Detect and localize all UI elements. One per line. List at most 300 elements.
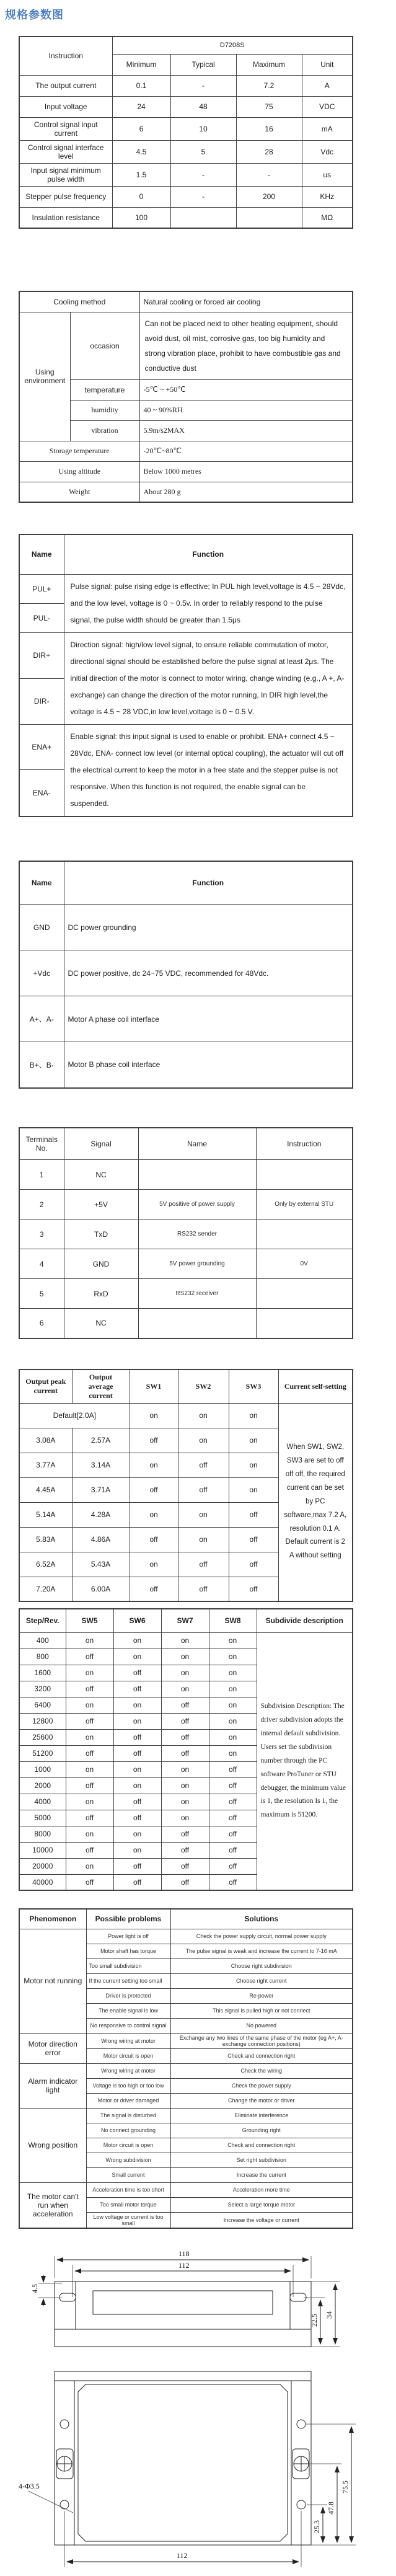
sw8-state: off — [209, 1810, 257, 1826]
spec-typ: - — [170, 75, 236, 96]
env-label: occasion — [70, 312, 139, 379]
sw8-state: on — [209, 1681, 257, 1697]
sw7-state: on — [161, 1794, 209, 1810]
sw8-state: off — [209, 1874, 257, 1890]
col-header-maximum: Maximum — [236, 54, 302, 75]
col-header-step-rev: Step/Rev. — [19, 1609, 66, 1632]
table-row — [19, 96, 353, 117]
table-row — [19, 905, 353, 950]
terminal-instruction — [256, 1309, 353, 1339]
sw1-state: on — [130, 1403, 178, 1428]
current-setting-table — [19, 1369, 353, 1603]
env-label: vibration — [70, 420, 139, 441]
table-row — [19, 482, 353, 502]
spec-label: The output current — [19, 75, 112, 96]
sw2-state: off — [178, 1552, 229, 1577]
env-value: About 280 g — [139, 482, 353, 502]
problem: Wrong wiring at motor — [86, 2033, 170, 2048]
terminal-name: RS232 sender — [138, 1219, 256, 1249]
table-row — [19, 186, 353, 207]
terminal-no: 4 — [19, 1249, 64, 1279]
table-row — [19, 2033, 353, 2048]
terminal-name: RS232 receiver — [138, 1279, 256, 1309]
sw7-state: on — [161, 1681, 209, 1697]
terminal-instruction — [256, 1160, 353, 1190]
terminal-signal: +5V — [64, 1190, 138, 1219]
solution: Exchange any two lines of the same phase of the motor (eg A+, A- exchange connection positions) — [170, 2033, 353, 2048]
front-panel — [78, 2384, 288, 2541]
solution: Choose right subdivision — [170, 1959, 353, 1973]
sw8-state: off — [209, 1761, 257, 1777]
solution: No powered — [170, 2018, 353, 2033]
sw3-state: off — [229, 1502, 278, 1527]
sw5-state: on — [66, 1858, 113, 1874]
sw3-state: on — [229, 1453, 278, 1477]
terminal-name — [138, 1160, 256, 1190]
power-function: Motor B phase coil interface — [64, 1042, 353, 1088]
sw7-state: on — [161, 1777, 209, 1794]
dim-bottom-hole-label: 25.3 — [312, 2520, 321, 2533]
sw3-state: on — [229, 1477, 278, 1502]
sw5-state: off — [66, 1745, 113, 1761]
spec-max: 7.2 — [236, 75, 302, 96]
dim-ear-offset-label: 4.5 — [30, 2283, 39, 2293]
sw6-state: off — [113, 1681, 161, 1697]
spec-typ: - — [170, 163, 236, 186]
solution: Re-power — [170, 1988, 353, 2003]
environment-group-label: Using environment — [19, 312, 70, 441]
table-row — [19, 1929, 353, 1944]
col-header-phenomenon: Phenomenon — [19, 1909, 86, 1929]
col-header-sw5: SW5 — [66, 1609, 113, 1632]
col-header-typical: Typical — [170, 54, 236, 75]
power-name: GND — [19, 905, 64, 950]
sw1-state: on — [130, 1502, 178, 1527]
sw2-state: on — [178, 1403, 229, 1428]
spec-min: 100 — [112, 207, 170, 228]
sw7-state: off — [161, 1842, 209, 1858]
step-rev: 2000 — [19, 1777, 66, 1794]
sw7-state: off — [161, 1858, 209, 1874]
terminal-signal: NC — [64, 1309, 138, 1339]
table-row — [19, 1632, 353, 1649]
problem: Motor shaft has torque — [86, 1944, 170, 1959]
col-header-unit: Unit — [302, 54, 353, 75]
step-rev: 40000 — [19, 1874, 66, 1890]
power-function: DC power positive, dc 24~75 VDC, recommended for 48Vdc. — [64, 950, 353, 996]
step-rev: 8000 — [19, 1826, 66, 1842]
table-row — [19, 2063, 353, 2078]
terminal-no: 6 — [19, 1309, 64, 1339]
sw2-state: off — [178, 1453, 229, 1477]
sw5-state: off — [66, 1810, 113, 1826]
sw3-state: on — [229, 1428, 278, 1453]
peak-current: 3.77A — [19, 1453, 72, 1477]
peak-current: 6.52A — [19, 1552, 72, 1577]
table-row — [19, 461, 353, 482]
sw8-state: on — [209, 1632, 257, 1649]
table-row — [19, 441, 353, 461]
control-signal-table — [19, 534, 353, 817]
sw6-state: on — [113, 1697, 161, 1713]
col-header-average-current: Output average current — [72, 1370, 130, 1404]
sw6-state: off — [113, 1794, 161, 1810]
page-title: 规格参数图 — [5, 9, 64, 21]
sw8-state: on — [209, 1713, 257, 1729]
spec-model: D7208S — [112, 37, 353, 54]
spec-max: - — [236, 163, 302, 186]
table-row — [19, 117, 353, 140]
step-rev: 4000 — [19, 1794, 66, 1810]
sw5-state: on — [66, 1729, 113, 1745]
spec-min: 0 — [112, 186, 170, 207]
step-rev: 5000 — [19, 1810, 66, 1826]
sw6-state: on — [113, 1632, 161, 1649]
env-value: 5.9m/s2MAX — [139, 420, 353, 441]
col-header-sw3: SW3 — [229, 1370, 278, 1404]
table-row — [19, 724, 353, 769]
terminal-signal: RxD — [64, 1279, 138, 1309]
env-label: Storage temperature — [19, 441, 139, 461]
sw5-state: on — [66, 1632, 113, 1649]
terminal-instruction — [256, 1219, 353, 1249]
spec-unit: Vdc — [302, 140, 353, 163]
table-row — [19, 1190, 353, 1219]
problem: Voltage is too high or too low — [86, 2078, 170, 2093]
env-label: Weight — [19, 482, 139, 502]
step-rev: 1600 — [19, 1665, 66, 1681]
step-rev: 800 — [19, 1649, 66, 1665]
peak-current: 5.83A — [19, 1527, 72, 1552]
step-rev: 400 — [19, 1632, 66, 1649]
avg-current: 3.71A — [72, 1477, 130, 1502]
table-row — [19, 1249, 353, 1279]
terminal-signal: NC — [64, 1160, 138, 1190]
table-row — [19, 1309, 353, 1339]
spec-label: Input voltage — [19, 96, 112, 117]
power-name: B+、B- — [19, 1042, 64, 1088]
phenomenon: The motor can't run when acceleration — [19, 2182, 86, 2228]
sw7-state: on — [161, 1632, 209, 1649]
terminal-name: 5V positive of power supply — [138, 1190, 256, 1219]
terminal-name: 5V power grounding — [138, 1249, 256, 1279]
terminal-no: 2 — [19, 1190, 64, 1219]
sw3-state: off — [229, 1577, 278, 1601]
spec-unit: KHz — [302, 186, 353, 207]
table-row — [19, 1279, 353, 1309]
avg-current: 4.86A — [72, 1527, 130, 1552]
cooling-method-value: Natural cooling or forced air cooling — [139, 291, 353, 312]
sw6-state: on — [113, 1842, 161, 1858]
mechanical-drawing — [0, 2247, 396, 2576]
sw8-state: off — [209, 1794, 257, 1810]
spec-min: 4.5 — [112, 140, 170, 163]
solution: Check and connection right — [170, 2138, 353, 2153]
signal-function: Enable signal: this input signal is used to enable or prohibit. ENA+ connect 4.5 ~ 28Vdc, ENA- connect low level (or internal optical coupling), the actuator will cut off the electrical current to keep the motor in a free state and the stepper pulse is not responsive. When this function is not required, the enable signal can be suspended. — [64, 724, 353, 817]
sw2-state: off — [178, 1577, 229, 1601]
table-row — [19, 291, 353, 312]
dim-mid-label: 47.8 — [327, 2501, 335, 2515]
col-header-name: Name — [19, 534, 64, 574]
sw7-state: off — [161, 1745, 209, 1761]
spec-typ: 10 — [170, 117, 236, 140]
spec-label: Stepper pulse frequency — [19, 186, 112, 207]
env-value: Can not be placed next to other heating equipment, should avoid dust, oil mist, corrosive gas, too big humidity and strong vibration place, prohibit to have combustible gas and conductive dust — [139, 312, 353, 379]
solution: Increase the voltage or current — [170, 2212, 353, 2228]
signal-name: ENA- — [19, 769, 64, 816]
spec-max — [236, 207, 302, 228]
table-row — [19, 75, 353, 96]
solution: Increase the current — [170, 2167, 353, 2182]
col-header-sw1: SW1 — [130, 1370, 178, 1404]
col-header-peak-current: Output peak current — [19, 1370, 72, 1404]
sw3-state: off — [229, 1552, 278, 1577]
current-default: Default[2.0A] — [19, 1403, 130, 1428]
sw7-state: on — [161, 1665, 209, 1681]
table-row — [19, 140, 353, 163]
table-row — [19, 1160, 353, 1190]
avg-current: 4.28A — [72, 1502, 130, 1527]
step-rev: 1000 — [19, 1761, 66, 1777]
env-value: -5℃ ~ +50℃ — [139, 379, 353, 400]
problem: No connect grounding — [86, 2123, 170, 2138]
sw1-state: on — [130, 1552, 178, 1577]
sw7-state: off — [161, 1729, 209, 1745]
spec-max: 200 — [236, 186, 302, 207]
table-row — [19, 2108, 353, 2123]
spec-unit: mA — [302, 117, 353, 140]
problem: Driver is protected — [86, 1988, 170, 2003]
table-row — [19, 950, 353, 996]
sw6-state: off — [113, 1810, 161, 1826]
col-header-instruction: Instruction — [256, 1128, 353, 1160]
power-name: +Vdc — [19, 950, 64, 996]
sw5-state: on — [66, 1697, 113, 1713]
table-row — [19, 207, 353, 228]
sw5-state: off — [66, 1649, 113, 1665]
mounting-hole-bottom-right — [297, 2500, 306, 2509]
col-header-sw7: SW7 — [161, 1609, 209, 1632]
sw6-state: on — [113, 1713, 161, 1729]
problem: Motor circuit is open — [86, 2048, 170, 2063]
solution: This signal is pulled high or not connect — [170, 2003, 353, 2018]
solution: Set right subdivision — [170, 2153, 353, 2167]
col-header-current-self-setting: Current self-setting — [278, 1370, 353, 1404]
signal-name: ENA+ — [19, 724, 64, 769]
spec-label: Insulation resistance — [19, 207, 112, 228]
problem: If the current setting too small — [86, 1973, 170, 1988]
sw8-state: off — [209, 1826, 257, 1842]
problem: Motor or driver damaged — [86, 2093, 170, 2108]
sw1-state: off — [130, 1527, 178, 1552]
col-header-signal: Signal — [64, 1128, 138, 1160]
spec-min: 0.1 — [112, 75, 170, 96]
problem: Acceleration time is too short — [86, 2182, 170, 2197]
col-header-function: Function — [64, 534, 353, 574]
step-rev: 3200 — [19, 1681, 66, 1697]
signal-name: PUL+ — [19, 574, 64, 603]
sw8-state: off — [209, 1842, 257, 1858]
signal-name: DIR+ — [19, 632, 64, 678]
spec-unit: MΩ — [302, 207, 353, 228]
step-rev: 51200 — [19, 1745, 66, 1761]
terminal-instruction — [256, 1279, 353, 1309]
col-header-sw6: SW6 — [113, 1609, 161, 1632]
environment-table — [19, 291, 353, 503]
col-header-terminals-no: Terminals No. — [19, 1128, 64, 1160]
dim-holes-width-label: 112 — [177, 2551, 188, 2560]
peak-current: 7.20A — [19, 1577, 72, 1601]
signal-name: DIR- — [19, 678, 64, 724]
col-header-sw8: SW8 — [209, 1609, 257, 1632]
solution: Eliminate interference — [170, 2108, 353, 2123]
sw5-state: off — [66, 1777, 113, 1794]
sw1-state: on — [130, 1453, 178, 1477]
current-self-setting-note: When SW1, SW2, SW3 are set to off off off, the required current can be set by PC software,max 7.2 A, resolution 0.1 A. Default current is 2 A without setting — [278, 1403, 353, 1601]
spec-typ: - — [170, 186, 236, 207]
spec-label: Input signal minimum pulse width — [19, 163, 112, 186]
terminal-name — [138, 1309, 256, 1339]
signal-function: Direction signal: high/low level signal, to ensure reliable commutation of motor, directional signal should be established before the pulse signal at least 2μs. The initial direction of the motor is connect to motor wiring, change winding (e.g., A +, A- exchange) can change the direction of the motor running, In DIR high level,the voltage is 4.5 ~ 28 VDC,in low level,voltage is 0 ~ 0.5 V. — [64, 632, 353, 724]
sw1-state: off — [130, 1477, 178, 1502]
col-header-subdivide-description: Subdivide description — [257, 1609, 353, 1632]
step-rev: 20000 — [19, 1858, 66, 1874]
subdivide-table — [19, 1608, 353, 1891]
power-function: DC power grounding — [64, 905, 353, 950]
hole-diameter-label: 4-Φ3.5 — [19, 2481, 40, 2490]
signal-function: Pulse signal: pulse rising edge is effective; In PUL high level,voltage is 4.5 ~ 28Vdc, and the low level, voltage is 0 ~ 0.5v. In order to reliably respond to the pulse signal, the pulse width should be greater than 1.5μs — [64, 574, 353, 632]
terminal-no: 3 — [19, 1219, 64, 1249]
sw2-state: on — [178, 1527, 229, 1552]
solution: Choose right current — [170, 1973, 353, 1988]
spec-typ — [170, 207, 236, 228]
sw5-state: off — [66, 1681, 113, 1697]
problem: No responsive to control signal — [86, 2018, 170, 2033]
avg-current: 5.43A — [72, 1552, 130, 1577]
sw8-state: on — [209, 1745, 257, 1761]
spec-min: 24 — [112, 96, 170, 117]
power-function: Motor A phase coil interface — [64, 996, 353, 1042]
sw6-state: on — [113, 1826, 161, 1842]
sw6-state: off — [113, 1874, 161, 1890]
phenomenon: Alarm indicator light — [19, 2063, 86, 2108]
mounting-hole-bottom-left — [60, 2500, 69, 2509]
problem: Wrong wiring at motor — [86, 2063, 170, 2078]
table-row — [19, 1042, 353, 1088]
spec-max: 28 — [236, 140, 302, 163]
sw6-state: off — [113, 1665, 161, 1681]
solution: Change the motor or driver — [170, 2093, 353, 2108]
mounting-hole-top-right — [297, 2420, 306, 2428]
sw8-state: on — [209, 1697, 257, 1713]
sw6-state: on — [113, 1649, 161, 1665]
env-label: temperature — [70, 379, 139, 400]
step-rev: 12800 — [19, 1713, 66, 1729]
peak-current: 3.08A — [19, 1428, 72, 1453]
phenomenon: Motor direction error — [19, 2033, 86, 2063]
mechanical-drawing-side-view — [0, 2247, 396, 2362]
solution: Check the power supply circuit, normal power supply — [170, 1929, 353, 1944]
dim-height-inner-label: 22.5 — [310, 2313, 319, 2327]
sw7-state: off — [161, 1697, 209, 1713]
sw3-state: on — [229, 1403, 278, 1428]
sw7-state: on — [161, 1810, 209, 1826]
sw2-state: on — [178, 1428, 229, 1453]
terminal-signal: TxD — [64, 1219, 138, 1249]
problem: The enable signal is low — [86, 2003, 170, 2018]
solution: Select a large torque motor — [170, 2197, 353, 2212]
spec-min: 6 — [112, 117, 170, 140]
troubleshooting-table — [19, 1908, 353, 2229]
table-row — [19, 1403, 353, 1428]
sw7-state: on — [161, 1649, 209, 1665]
step-rev: 6400 — [19, 1697, 66, 1713]
step-rev: 10000 — [19, 1842, 66, 1858]
sw5-state: off — [66, 1842, 113, 1858]
col-header-possible-problems: Possible problems — [86, 1909, 170, 1929]
solution: Check and connection right — [170, 2048, 353, 2063]
col-header-name: Name — [19, 861, 64, 905]
dim-height-outer-label: 34 — [325, 2311, 333, 2319]
sw8-state: on — [209, 1649, 257, 1665]
sw8-state: on — [209, 1729, 257, 1745]
sw8-state: on — [209, 1665, 257, 1681]
dim-top-hole-label: 75.5 — [341, 2480, 350, 2494]
cooling-method-label: Cooling method — [19, 291, 139, 312]
spec-corner-label: Instruction — [19, 37, 112, 75]
terminal-instruction: 0V — [256, 1249, 353, 1279]
sw1-state: off — [130, 1577, 178, 1601]
avg-current: 3.14A — [72, 1453, 130, 1477]
table-row — [19, 163, 353, 186]
sw1-state: off — [130, 1428, 178, 1453]
table-row — [19, 2182, 353, 2197]
problem: Power light is off — [86, 1929, 170, 1944]
sw5-state: on — [66, 1665, 113, 1681]
env-value: -20℃~80℃ — [139, 441, 353, 461]
col-header-name: Name — [138, 1128, 256, 1160]
env-label: Using altitude — [19, 461, 139, 482]
table-row — [19, 312, 353, 379]
sw5-state: on — [66, 1826, 113, 1842]
spec-unit: VDC — [302, 96, 353, 117]
spec-max: 16 — [236, 117, 302, 140]
table-row — [19, 574, 353, 603]
spec-label: Control signal input current — [19, 117, 112, 140]
sw5-state: on — [66, 1794, 113, 1810]
dim-width-outer-label: 118 — [178, 2249, 190, 2258]
power-table — [19, 861, 353, 1089]
sw3-state: off — [229, 1527, 278, 1552]
avg-current: 6.00A — [72, 1577, 130, 1601]
signal-name: PUL- — [19, 603, 64, 632]
spec-unit: A — [302, 75, 353, 96]
mechanical-drawing-front-view — [0, 2362, 396, 2576]
mounting-slot-left — [59, 2293, 76, 2301]
step-rev: 25600 — [19, 1729, 66, 1745]
spec-table — [19, 36, 353, 229]
sw7-state: off — [161, 1826, 209, 1842]
terminal-instruction: Only by external STU — [256, 1190, 353, 1219]
col-header-minimum: Minimum — [112, 54, 170, 75]
problem: Wrong subdivision — [86, 2153, 170, 2167]
env-value: 40 ~ 90%RH — [139, 400, 353, 420]
table-row — [19, 996, 353, 1042]
col-header-function: Function — [64, 861, 353, 905]
solution: Acceleration more time — [170, 2182, 353, 2197]
terminal-no: 1 — [19, 1160, 64, 1190]
spec-min: 1.5 — [112, 163, 170, 186]
